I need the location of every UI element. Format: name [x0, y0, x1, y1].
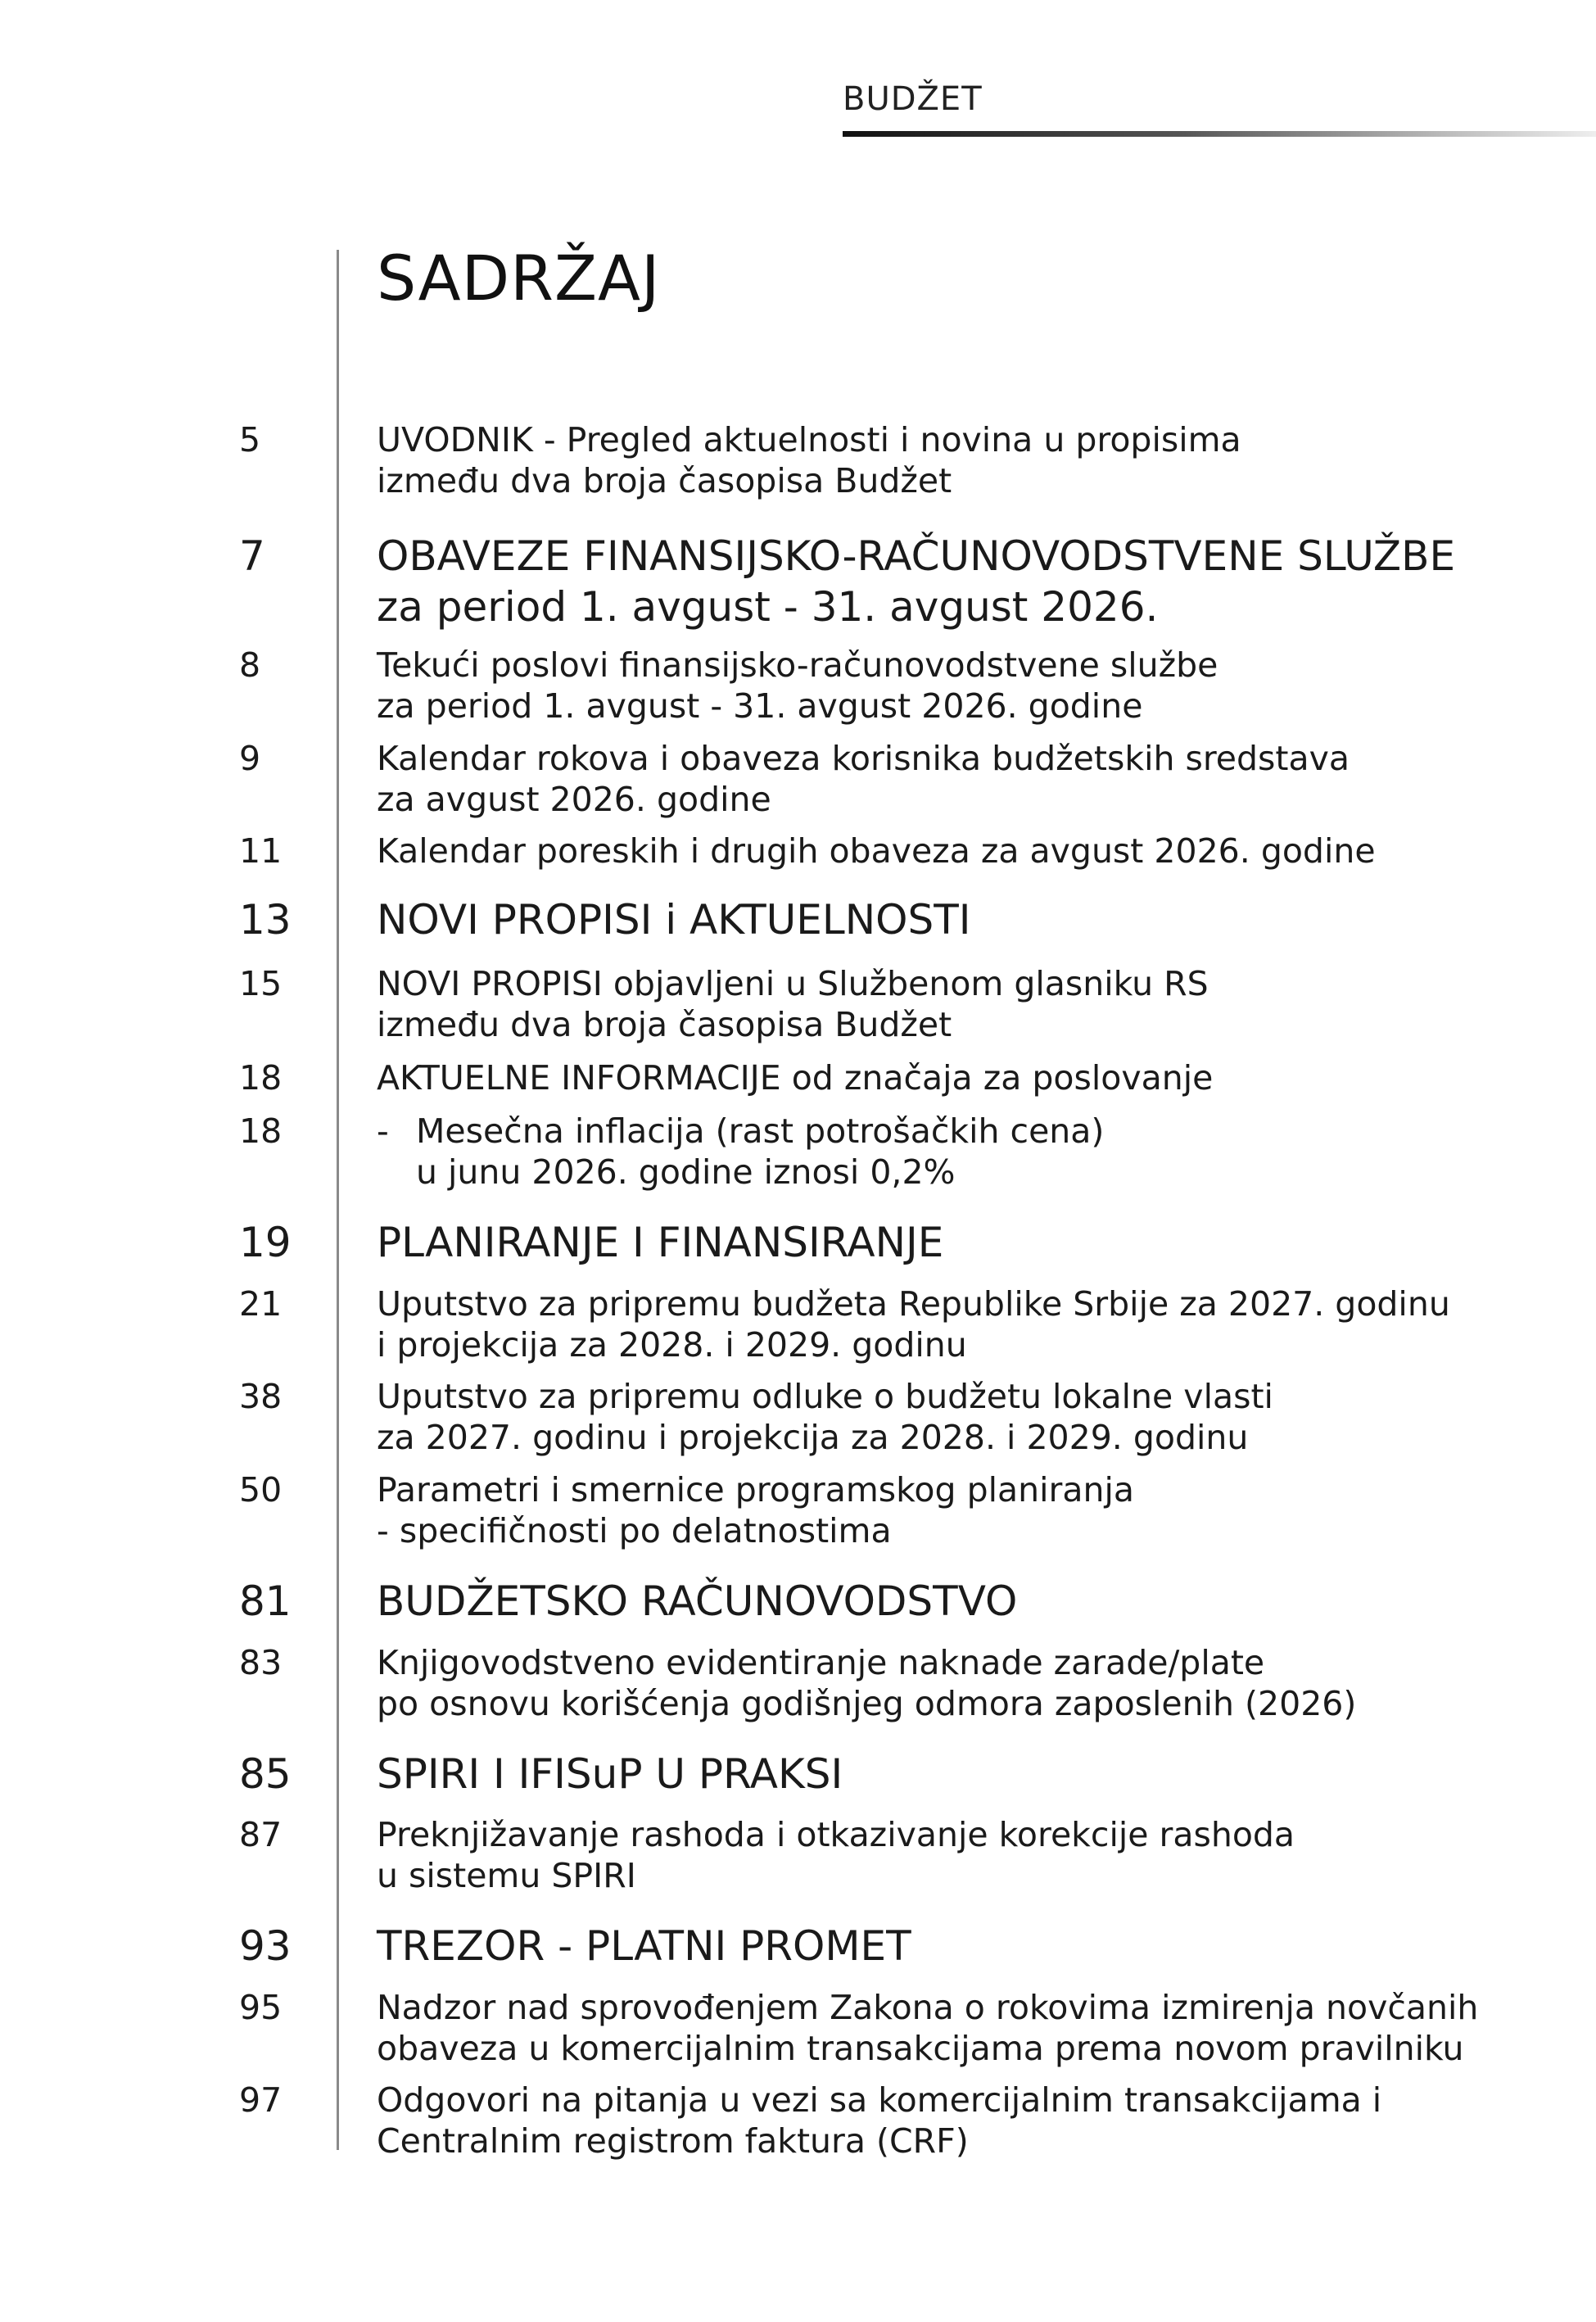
vertical-divider [337, 250, 339, 2150]
toc-page-number: 83 [239, 1643, 283, 1682]
toc-page-number: 8 [239, 645, 261, 685]
header-rule [843, 131, 1596, 137]
toc-entry-line: u junu 2026. godine iznosi 0,2% [416, 1152, 956, 1192]
toc-entry-line: - specifičnosti po delatnostima [377, 1511, 892, 1550]
toc-entry-line: Tekući poslovi finansijsko-računovodstvene službe [377, 645, 1218, 685]
toc-entry-line: za period 1. avgust - 31. avgust 2026. godine [377, 686, 1143, 726]
toc-entry-line: Preknjižavanje rashoda i otkazivanje korekcije rashoda [377, 1815, 1295, 1854]
toc-section-line: SPIRI I IFISuP U PRAKSI [377, 1750, 843, 1798]
toc-entry-line: za avgust 2026. godine [377, 780, 771, 819]
toc-page-number: 5 [239, 420, 261, 459]
toc-page-number: 11 [239, 831, 283, 871]
toc-entry-line: po osnovu korišćenja godišnjeg odmora zaposlenih (2026) [377, 1684, 1357, 1723]
toc-entry-line: Uputstvo za pripremu odluke o budžetu lokalne vlasti [377, 1377, 1273, 1416]
toc-page-number: 50 [239, 1470, 283, 1510]
toc-section-line: za period 1. avgust - 31. avgust 2026. [377, 583, 1159, 631]
running-header: BUDŽET [843, 80, 983, 118]
toc-entry-line: Kalendar poreskih i drugih obaveza za avgust 2026. godine [377, 831, 1376, 871]
toc-entry-line: AKTUELNE INFORMACIJE od značaja za poslovanje [377, 1058, 1214, 1098]
toc-entry-line: Mesečna inflacija (rast potrošačkih cena) [416, 1111, 1105, 1151]
toc-entry-line: između dva broja časopisa Budžet [377, 1005, 952, 1044]
toc-page-number: 85 [239, 1750, 292, 1798]
toc-entry-line: i projekcija za 2028. i 2029. godinu [377, 1325, 967, 1365]
toc-entry-line: UVODNIK - Pregled aktuelnosti i novina u propisima [377, 420, 1241, 459]
toc-entry-line: Parametri i smernice programskog planiranja [377, 1470, 1134, 1510]
toc-page-number: 97 [239, 2080, 283, 2120]
toc-section-line: PLANIRANJE I FINANSIRANJE [377, 1219, 944, 1266]
toc-entry-line: Knjigovodstveno evidentiranje naknade zarade/plate [377, 1643, 1265, 1682]
toc-entry-line: između dva broja časopisa Budžet [377, 461, 952, 500]
toc-entry-line: Nadzor nad sprovođenjem Zakona o rokovima izmirenja novčanih [377, 1988, 1479, 2027]
toc-entry-line: obaveza u komercijalnim transakcijama prema novom pravilniku [377, 2029, 1464, 2068]
toc-page-number: 19 [239, 1219, 292, 1266]
toc-subentry[interactable] [0, 1111, 1596, 1193]
toc-page-number: 95 [239, 1988, 283, 2027]
toc-entry-line: NOVI PROPISI objavljeni u Službenom glasniku RS [377, 964, 1209, 1003]
toc-page-number: 21 [239, 1284, 283, 1324]
toc-section-line: TREZOR - PLATNI PROMET [377, 1922, 911, 1970]
toc-page-number: 81 [239, 1577, 292, 1625]
toc-page-number: 93 [239, 1922, 292, 1970]
toc-page-number: 18 [239, 1111, 283, 1151]
toc-entry-line: u sistemu SPIRI [377, 1856, 636, 1895]
toc-page-number: 18 [239, 1058, 283, 1098]
toc-page-number: 87 [239, 1815, 283, 1854]
toc-page-number: 13 [239, 896, 292, 944]
page-title: SADRŽAJ [377, 242, 661, 315]
toc-section-line: OBAVEZE FINANSIJSKO-RAČUNOVODSTVENE SLUŽBE [377, 532, 1456, 580]
toc-entry-line: Centralnim registrom faktura (CRF) [377, 2121, 969, 2161]
toc-page-number: 15 [239, 964, 283, 1003]
toc-section-line: NOVI PROPISI i AKTUELNOSTI [377, 896, 971, 944]
toc-entry-line: Odgovori na pitanja u vezi sa komercijalnim transakcijama i [377, 2080, 1382, 2120]
toc-section-line: BUDŽETSKO RAČUNOVODSTVO [377, 1577, 1018, 1625]
toc-entry-line: Kalendar rokova i obaveza korisnika budžetskih sredstava [377, 739, 1350, 778]
toc-page-number: 9 [239, 739, 261, 778]
toc-page-number: 38 [239, 1377, 283, 1416]
toc-entry-line: Uputstvo za pripremu budžeta Republike Srbije za 2027. godinu [377, 1284, 1450, 1324]
toc-page-number: 7 [239, 532, 265, 580]
toc-dash: - [377, 1111, 389, 1151]
toc-entry-line: za 2027. godinu i projekcija za 2028. i 2029. godinu [377, 1418, 1249, 1457]
